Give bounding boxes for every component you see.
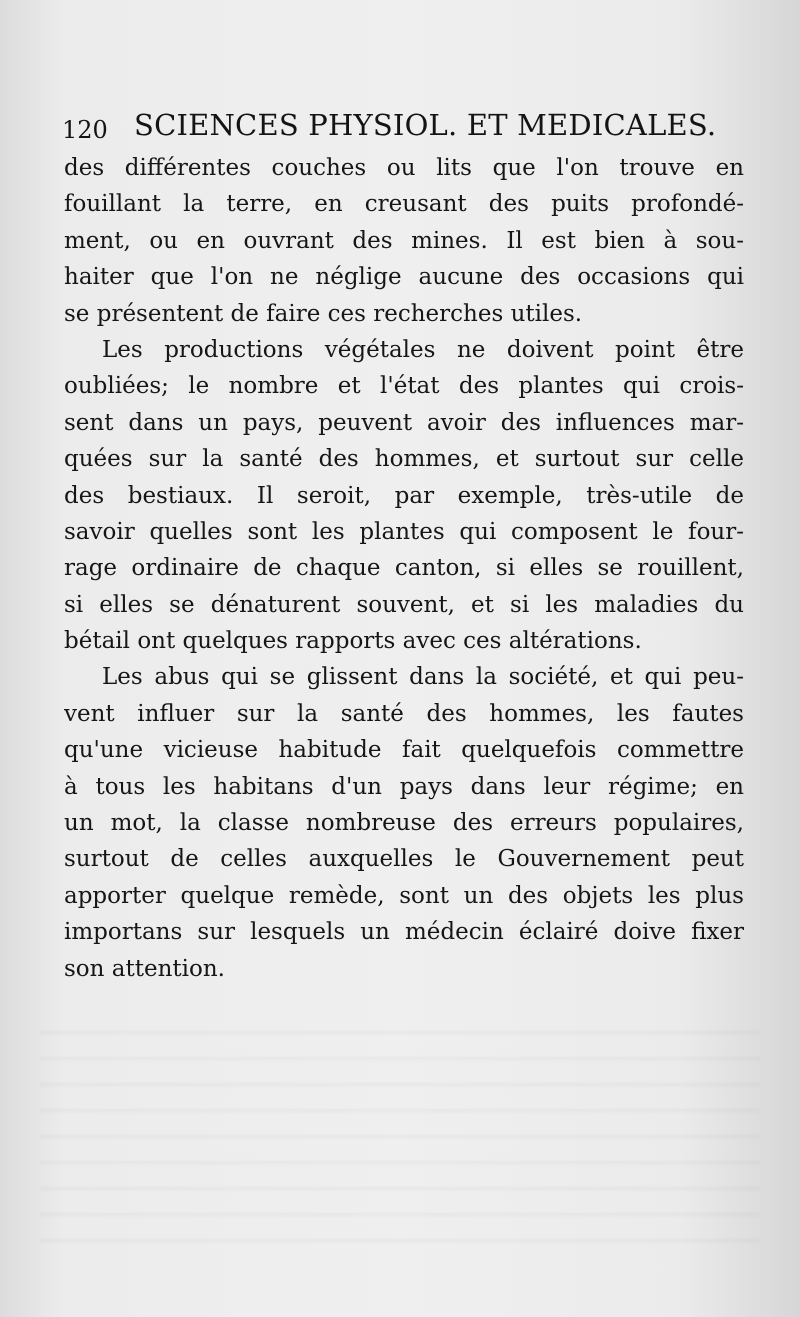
text-line: oubliées; le nombre et l'état des plantes qui crois- [64, 373, 744, 400]
text-line: haiter que l'on ne néglige aucune des occasions qui [64, 264, 744, 291]
text-line: des bestiaux. Il seroit, par exemple, très-utile de [64, 482, 744, 509]
paragraph-first-line: Les abus qui se glissent dans la société, et qui peu- [102, 664, 744, 691]
body-text [64, 150, 744, 987]
text-line: qu'une vicieuse habitude fait quelquefois commettre [64, 737, 744, 764]
paragraph-first-line: Les productions végétales ne doivent point être [102, 336, 744, 363]
text-line: vent influer sur la santé des hommes, les fautes [64, 700, 744, 727]
text-line: savoir quelles sont les plantes qui composent le four- [64, 518, 744, 545]
text-line: un mot, la classe nombreuse des erreurs populaires, [64, 810, 744, 837]
text-line: quées sur la santé des hommes, et surtout sur celle [64, 446, 744, 473]
running-head: SCIENCES PHYSIOL. ET MEDICALES. [134, 108, 717, 142]
text-line: apporter quelque remède, sont un des objets les plus [64, 882, 744, 909]
show-through-text [40, 1010, 760, 1250]
text-line: importans sur lesquels un médecin éclairé doive fixer [64, 919, 744, 946]
text-line: se présentent de faire ces recherches utiles. [64, 300, 583, 327]
text-line: des différentes couches ou lits que l'on trouve en [64, 155, 744, 181]
page-header [62, 108, 717, 144]
text-line: ment, ou en ouvrant des mines. Il est bien à sou- [64, 227, 744, 254]
text-line: son attention. [64, 955, 225, 982]
text-line: à tous les habitans d'un pays dans leur régime; en [64, 773, 744, 800]
text-line: si elles se dénaturent souvent, et si les maladies du [64, 591, 744, 618]
text-line: fouillant la terre, en creusant des puits profondé- [64, 191, 744, 218]
text-line: bétail ont quelques rapports avec ces altérations. [64, 628, 642, 655]
page-number: 120 [62, 116, 108, 144]
text-line: rage ordinaire de chaque canton, si elles se rouillent, [64, 555, 744, 582]
text-line: surtout de celles auxquelles le Gouvernement peut [64, 846, 744, 873]
text-line: sent dans un pays, peuvent avoir des influences mar- [64, 409, 744, 436]
